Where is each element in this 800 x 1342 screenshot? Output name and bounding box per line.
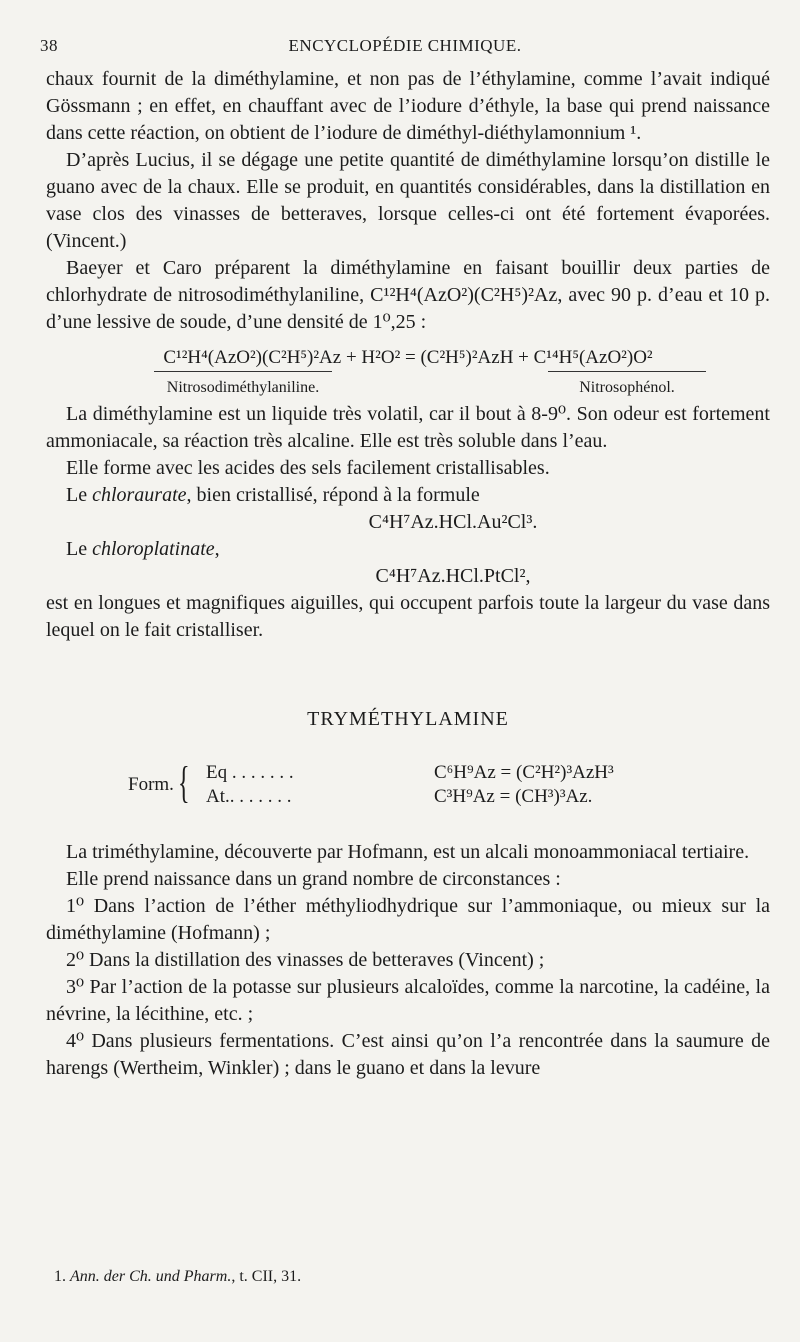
- page-header: [40, 36, 770, 62]
- intro-prefix: Le: [66, 484, 93, 506]
- footnote-number: 1.: [54, 1268, 66, 1285]
- paragraph: 2⁰ Dans la distillation des vinasses de betteraves (Vincent) ;: [66, 949, 545, 971]
- formula-rows: [206, 761, 614, 809]
- paragraph: Baeyer et Caro préparent la diméthylamine en faisant bouillir deux parties de chlorhydrate de nitrosodiméthylaniline, C¹²H⁴(AzO²)(C²H⁵)²Az, avec 90 p. d’eau et 10 p. d’une lessive de soude, d’une densité de 1⁰,25 :: [46, 257, 770, 333]
- chloroplatinate-term: chloroplatinate: [92, 538, 215, 560]
- formula-block: [46, 759, 770, 819]
- footnote: [54, 1268, 301, 1286]
- paragraph: Elle forme avec les acides des sels facilement cristallisables.: [66, 457, 550, 479]
- formula-row-value: C⁶H⁹Az = (C²H²)³AzH³: [434, 762, 614, 783]
- paragraph: D’après Lucius, il se dégage une petite quantité de diméthylamine lorsqu’on distille le guano avec de la chaux. Elle se produit, en quantités considérables, dans la distillation en vase clos des vinasses de betteraves, lorsque celles-ci ont été fortement évaporées. (Vincent.): [46, 149, 770, 252]
- paragraph: 4⁰ Dans plusieurs fermentations. C’est ainsi qu’on l’a rencontrée dans la saumure de harengs (Wertheim, Winkler) ; dans le guano et dans la levure: [46, 1030, 770, 1079]
- running-title: ENCYCLOPÉDIE CHIMIQUE.: [288, 36, 522, 55]
- paragraph: est en longues et magnifiques aiguilles, qui occupent parfois toute la largeur du vase dans lequel on le fait cristalliser.: [46, 592, 770, 641]
- paragraph: 3⁰ Par l’action de la potasse sur plusieurs alcaloïdes, comme la narcotine, la cadéine, la névrine, la lécithine, etc. ;: [46, 976, 770, 1025]
- formula-row: [206, 761, 614, 785]
- intro-prefix: Le: [66, 538, 93, 560]
- chloraurate-formula: C⁴H⁷Az.HCl.Au²Cl³.: [368, 511, 538, 533]
- formula-row: [206, 785, 614, 809]
- chloraurate-intro: [46, 482, 770, 509]
- formula-row-value: C³H⁹Az = (CH³)³Az.: [434, 786, 593, 807]
- footnote-source: Ann. der Ch. und Pharm.: [70, 1268, 232, 1285]
- reaction-equation: C¹²H⁴(AzO²)(C²H⁵)²Az + H²O² = (C²H⁵)²AzH + C¹⁴H⁵(AzO²)O²: [163, 347, 653, 368]
- page-number: 38: [40, 36, 58, 55]
- chloraurate-term: chloraurate: [92, 484, 187, 506]
- intro-suffix: ,: [214, 538, 220, 560]
- formula-row-label: At.. . . . . . .: [206, 786, 292, 807]
- form-label: Form.: [128, 774, 174, 795]
- paragraph: 1⁰ Dans l’action de l’éther méthyliodhydrique sur l’ammoniaque, ou mieux sur la diméthylamine (Hofmann) ;: [46, 895, 770, 944]
- paragraph: chaux fournit de la diméthylamine, et non pas de l’éthylamine, comme l’avait indiqué Gössmann ; en effet, en chauffant avec de l’iodure d’éthyle, la base qui prend naissance dans cette réaction, on obtient de l’iodure de diméthyl-diéthylamonnium ¹.: [46, 68, 770, 144]
- paragraph: La diméthylamine est un liquide très volatil, car il bout à 8-9⁰. Son odeur est fortement ammoniacale, sa réaction très alcaline. Elle est très soluble dans l’eau.: [46, 403, 770, 452]
- chloroplatinate-formula: C⁴H⁷Az.HCl.PtCl²,: [375, 565, 531, 587]
- formula-row-label: Eq . . . . . . .: [206, 762, 294, 783]
- section-title: TRYMÉTHYLAMINE: [307, 708, 509, 730]
- brace-icon: {: [178, 758, 190, 807]
- footnote-ref: , t. CII, 31.: [231, 1268, 302, 1285]
- intro-suffix: , bien cristallisé, répond à la formule: [186, 484, 480, 506]
- page-body: [46, 66, 770, 1082]
- chloroplatinate-intro: [46, 536, 770, 563]
- equation-label-left: Nitrosodiméthylaniline.: [154, 371, 332, 401]
- equation-labels: [46, 371, 770, 401]
- paragraph: Elle prend naissance dans un grand nombre de circonstances :: [66, 868, 561, 890]
- equation-label-right: Nitrosophénol.: [548, 371, 706, 401]
- paragraph: La triméthylamine, découverte par Hofmann, est un alcali monoammoniacal tertiaire.: [66, 841, 750, 863]
